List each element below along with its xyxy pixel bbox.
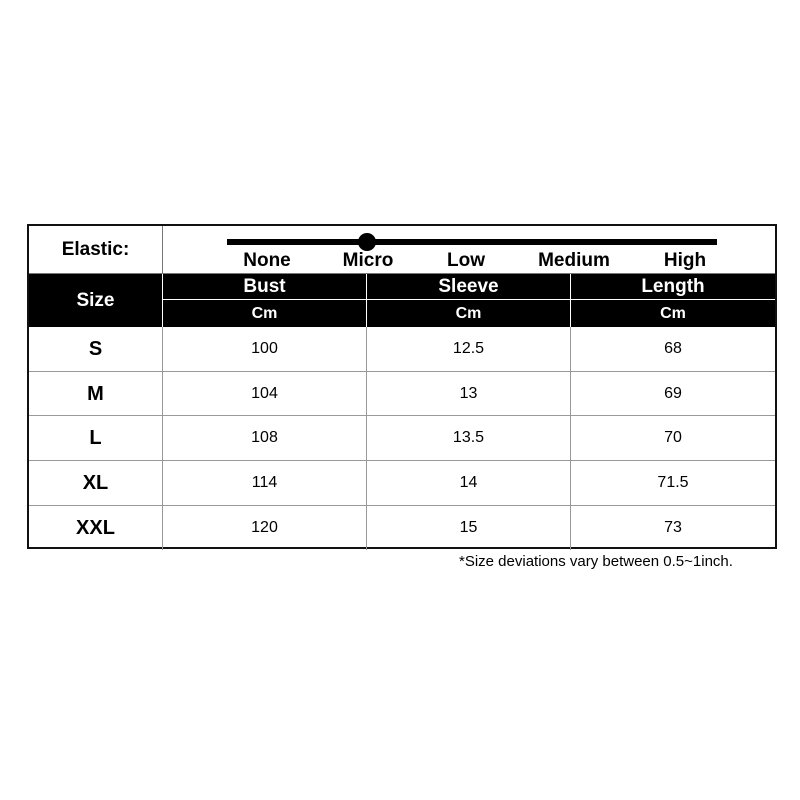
length-column-header: Length <box>571 274 775 299</box>
length-unit-header: Cm <box>571 300 775 327</box>
sleeve-cell: 13 <box>459 385 478 402</box>
size-cell: XL <box>82 471 109 494</box>
elastic-level-medium: Medium <box>538 250 610 271</box>
bust-cell: 100 <box>251 340 278 357</box>
sleeve-cell: 14 <box>459 474 478 491</box>
bust-column-header: Bust <box>163 274 366 299</box>
size-chart <box>27 224 777 549</box>
size-cell: S <box>88 337 103 360</box>
size-table-body <box>29 327 775 549</box>
sleeve-unit-header: Cm <box>367 300 570 327</box>
table-row <box>29 505 775 550</box>
table-row <box>29 327 775 371</box>
elastic-label: Elastic: <box>29 226 163 273</box>
length-cell: 71.5 <box>657 474 689 491</box>
sleeve-cell: 15 <box>459 519 478 536</box>
table-row <box>29 415 775 460</box>
elasticity-selected-marker <box>358 233 376 251</box>
length-cell: 70 <box>664 429 682 446</box>
size-cell: L <box>89 426 102 449</box>
size-column-header: Size <box>29 274 162 327</box>
length-cell: 69 <box>664 385 682 402</box>
table-row <box>29 371 775 416</box>
length-cell: 68 <box>664 340 682 357</box>
size-cell: XXL <box>76 516 115 539</box>
bust-cell: 120 <box>251 519 278 536</box>
elasticity-scale-bar <box>227 239 717 245</box>
bust-unit-header: Cm <box>163 300 366 327</box>
sleeve-cell: 13.5 <box>452 429 485 446</box>
sleeve-cell: 12.5 <box>452 340 485 357</box>
elastic-level-low: Low <box>447 250 485 271</box>
elastic-level-high: High <box>663 250 707 271</box>
bust-cell: 114 <box>251 474 278 491</box>
elastic-row <box>29 226 775 274</box>
elastic-level-micro: Micro <box>342 250 394 271</box>
size-deviation-note: *Size deviations vary between 0.5~1inch. <box>459 553 733 570</box>
sleeve-column-header: Sleeve <box>367 274 570 299</box>
length-cell: 73 <box>664 519 682 536</box>
table-row <box>29 460 775 505</box>
bust-cell: 104 <box>251 385 278 402</box>
bust-cell: 108 <box>251 429 278 446</box>
size-cell: M <box>87 382 104 405</box>
elastic-level-none: None <box>243 250 291 271</box>
